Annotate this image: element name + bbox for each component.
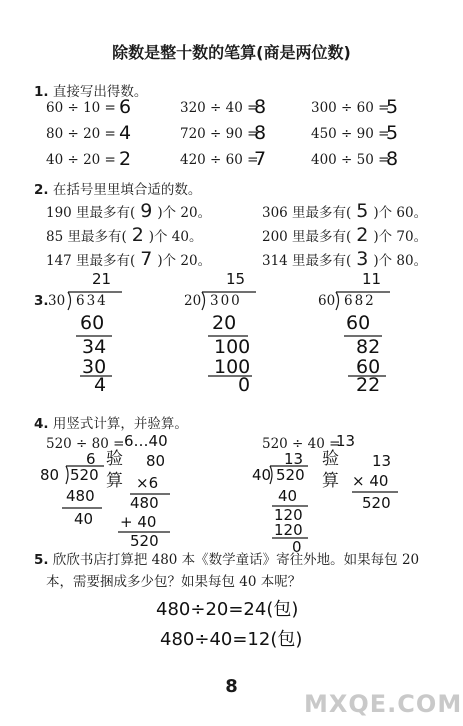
q3-2-step: 0 (238, 374, 251, 396)
q3-1-step: 4 (94, 374, 107, 396)
page-title: 除数是整十数的笔算(商是两位数) (112, 43, 351, 62)
watermark-text: MXQE.COM (304, 690, 463, 718)
q1-item: 300 ÷ 60 = (311, 100, 390, 116)
q1-item: 450 ÷ 90 = (311, 126, 390, 142)
q1-item: 60 ÷ 10 = (46, 100, 116, 116)
q4-right-check: × 40 (352, 472, 389, 490)
q1-answer: 7 (254, 148, 267, 170)
q4-left-answer: 6…40 (124, 432, 168, 450)
q4-right-quotient: 13 (284, 450, 304, 468)
q1-item: 720 ÷ 90 = (180, 126, 259, 142)
q2-answer: 2 (131, 224, 144, 246)
q4-left-check: + 40 (120, 513, 157, 531)
q4-instruction: 用竖式计算，并验算。 (52, 416, 188, 432)
q3-3-step: 60 (346, 312, 371, 334)
q3-2-step: 20 (212, 312, 237, 334)
q4-left-divisor: 80 (40, 466, 60, 484)
q2-item: 190 里最多有( 9 )个 20。 (46, 200, 212, 222)
q3-1-quotient: 21 (92, 270, 112, 288)
q2-answer: 9 (140, 200, 153, 222)
q1-answer: 8 (254, 96, 267, 118)
q4-number: 4. (34, 416, 49, 432)
q2-answer: 7 (140, 248, 153, 270)
q4-right-check-label: 验算 (322, 449, 339, 491)
q3-3-dividend: 682 (344, 293, 376, 309)
q3-2-dividend: 300 (210, 293, 242, 309)
q1-item: 420 ÷ 60 = (180, 152, 259, 168)
q4-right-check: 520 (362, 494, 391, 512)
q5-number: 5. (34, 552, 49, 568)
q4-left-check: 480 (130, 494, 159, 512)
q1-answer: 5 (386, 96, 399, 118)
q1-item: 80 ÷ 20 = (46, 126, 116, 142)
q3-3-step: 22 (356, 374, 381, 396)
q4-left-dividend: 520 (70, 466, 99, 484)
page-number: 8 (225, 676, 238, 697)
q1-answer: 8 (254, 122, 267, 144)
q4-left-bracket (66, 466, 68, 484)
q3-1-step: 30 (82, 356, 107, 378)
q4-right-answer: 13 (336, 432, 356, 450)
q3-3-step: 60 (356, 356, 381, 378)
q4-right-problem: 520 ÷ 40 = (262, 436, 341, 452)
q1-item: 40 ÷ 20 = (46, 152, 116, 168)
q4-left-check: 520 (130, 532, 159, 550)
q5-answer-2: 480÷40=12(包) (160, 629, 303, 650)
q3-2-step: 100 (214, 336, 251, 358)
q1-answer: 8 (386, 148, 399, 170)
q2-item: 200 里最多有( 2 )个 70。 (262, 224, 428, 246)
q3-number: 3. (34, 293, 49, 309)
q3-3-step: 82 (356, 336, 381, 358)
q3-1-divisor: 30 (48, 293, 66, 309)
q3-3-divisor: 60 (318, 293, 336, 309)
q4-right-step: 120 (274, 506, 303, 524)
q4-left-quotient: 6 (86, 450, 96, 468)
q4-right-step: 0 (292, 538, 302, 556)
q4-left-step: 40 (74, 510, 94, 528)
q1-answer: 5 (386, 122, 399, 144)
q2-instruction: 在括号里里填合适的数。 (52, 182, 202, 198)
q1-item: 320 ÷ 40 = (180, 100, 259, 116)
q4-left-check: 80 (146, 452, 166, 470)
q3-3-quotient: 11 (362, 270, 382, 288)
q4-left-problem: 520 ÷ 80 = (46, 436, 125, 452)
q3-1-step: 60 (80, 312, 105, 334)
q2-item: 147 里最多有( 7 )个 20。 (46, 248, 212, 270)
q3-2-divisor: 20 (184, 293, 202, 309)
q2-item: 306 里最多有( 5 )个 60。 (262, 200, 428, 222)
q4-right-check: 13 (372, 452, 392, 470)
q4-right-divisor: 40 (252, 466, 272, 484)
q5-text-line2: 本，需要捆成多少包？如果每包 40 本呢？ (46, 574, 302, 590)
q1-instruction: 直接写出得数。 (52, 84, 148, 100)
q3-1-bracket (68, 292, 71, 310)
q3-2-step: 100 (214, 356, 251, 378)
q1-answer: 2 (119, 148, 132, 170)
q4-right-step: 40 (278, 487, 298, 505)
q4-left-step: 480 (66, 487, 95, 505)
q2-item: 85 里最多有( 2 )个 40。 (46, 224, 203, 246)
q4-right-step: 120 (274, 521, 303, 539)
q2-answer: 5 (356, 200, 369, 222)
q3-3-bracket (336, 292, 339, 310)
q1-answer: 6 (119, 96, 132, 118)
q2-number: 2. (34, 182, 49, 198)
q3-2-bracket (202, 292, 205, 310)
q4-left-check: ×6 (136, 474, 159, 492)
q1-number: 1. (34, 84, 49, 100)
q3-1-step: 34 (82, 336, 107, 358)
q5-answer-1: 480÷20=24(包) (156, 599, 299, 620)
q1-item: 400 ÷ 50 = (311, 152, 390, 168)
q2-answer: 2 (356, 224, 369, 246)
q4-left-check-label: 验算 (106, 449, 123, 491)
q2-item: 314 里最多有( 3 )个 80。 (262, 248, 428, 270)
q1-answer: 4 (119, 122, 132, 144)
q5-text-line1: 5. 欣欣书店打算把 480 本《数学童话》寄往外地。如果每包 20 (34, 552, 420, 568)
q3-2-quotient: 15 (226, 270, 246, 288)
q4-right-dividend: 520 (276, 466, 305, 484)
q3-1-dividend: 634 (76, 293, 108, 309)
q2-answer: 3 (356, 248, 369, 270)
q4-right-bracket (270, 466, 272, 484)
